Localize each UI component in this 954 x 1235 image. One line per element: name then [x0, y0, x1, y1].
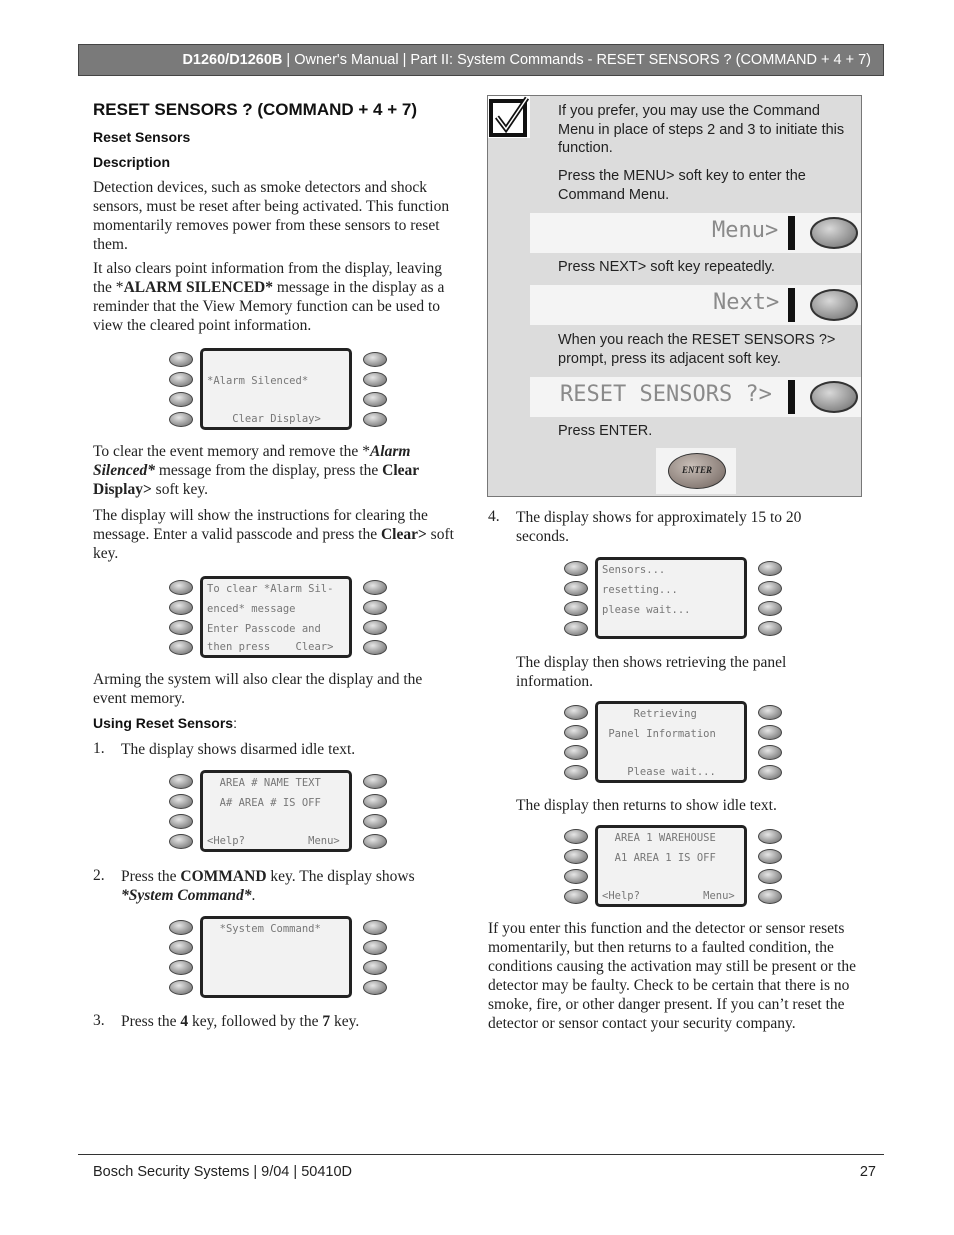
paragraph-5: Arming the system will also clear the display and the event memory. — [93, 671, 423, 707]
closing-paragraph: If you enter this function and the detector or sensor resets momentarily, but then returns to a faulted condition, the conditions causing the activation may still be present or the detector may be faulty. Check to be certain that there is no smoke, fire, or other danger present. If you can’t reset the detector or sensor contact your security company. — [488, 920, 857, 1032]
softkey-next: Next> — [530, 285, 861, 325]
paragraph-2: It also clears point information from the display, leaving the *ALARM SILENCED* message in the display as a reminder that the View Memory function can be used to view the cleared point information. — [93, 260, 445, 334]
paragraph-4: The display will show the instructions for clearing the message. Enter a valid passcode and press the Clear> soft key. — [93, 507, 454, 562]
paragraph-3: To clear the event memory and remove the *Alarm Silenced* message from the display, press the Clear Display> soft key. — [93, 443, 419, 498]
lcd-screen: Retrieving Panel Information Please wait... — [595, 701, 747, 783]
header-text — [182, 52, 871, 68]
tip-box — [487, 95, 862, 497]
tip-text-1: If you prefer, you may use the Command Menu in place of steps 2 and 3 to initiate this function. — [558, 103, 845, 156]
keypad-display-idle-2 — [562, 823, 788, 913]
step-1-text: The display shows disarmed idle text. — [121, 741, 356, 758]
header-rest: | Owner's Manual | Part II: System Commands - RESET SENSORS ? (COMMAND + 4 + 7) — [282, 52, 871, 68]
keypad-display-system-command — [167, 914, 393, 1004]
keypad-display-alarm-silenced — [167, 346, 393, 436]
header-model: D1260/D1260B — [182, 52, 283, 68]
enter-key-icon: ENTER — [656, 448, 736, 494]
step-4-text: The display shows for approximately 15 to 20 seconds. — [516, 509, 802, 545]
tip-text-4: When you reach the RESET SENSORS ?> prompt, press its adjacent soft key. — [558, 332, 836, 367]
lcd-screen: *System Command* — [200, 916, 352, 998]
softkey-reset-sensors: RESET SENSORS ?> — [530, 377, 861, 417]
page-header — [78, 44, 884, 76]
lcd-screen: *Alarm Silenced* Clear Display> — [200, 348, 352, 430]
lcd-screen: AREA 1 WAREHOUSE A1 AREA 1 IS OFF <Help? Menu> — [595, 825, 747, 907]
step-3-text: Press the 4 key, followed by the 7 key. — [121, 1013, 360, 1030]
step-3-number: 3. — [93, 1012, 105, 1029]
step-4c-text: The display then returns to show idle text. — [516, 797, 777, 814]
lcd-screen: AREA # NAME TEXT A# AREA # IS OFF <Help? Menu> — [200, 770, 352, 852]
section-title: RESET SENSORS ? (COMMAND + 4 + 7) — [93, 100, 417, 119]
softkey-button-icon — [810, 217, 858, 249]
tip-text-5: Press ENTER. — [558, 423, 653, 439]
subsection-title: Reset Sensors — [93, 129, 191, 145]
step-4b-text: The display then shows retrieving the panel information. — [516, 654, 787, 690]
keypad-display-idle — [167, 768, 393, 858]
softkey-menu: Menu> — [530, 213, 861, 253]
page-number: 27 — [859, 1164, 876, 1180]
checkbox-check-icon — [488, 96, 530, 138]
softkey-button-icon — [810, 381, 858, 413]
softkey-button-icon — [810, 289, 858, 321]
step-2-number: 2. — [93, 867, 105, 884]
keypad-display-resetting — [562, 555, 788, 645]
step-1-number: 1. — [93, 740, 105, 757]
tip-text-3: Press NEXT> soft key repeatedly. — [558, 259, 775, 275]
description-heading: Description — [93, 154, 171, 170]
footer-text: Bosch Security Systems | 9/04 | 50410D — [93, 1164, 352, 1180]
footer-divider — [78, 1154, 884, 1155]
keypad-display-retrieving — [562, 699, 788, 789]
step-2-text: Press the COMMAND key. The display shows *System Command*. — [121, 868, 415, 904]
using-heading: Using Reset Sensors: — [93, 715, 237, 731]
lcd-screen: To clear *Alarm Sil- enced* message Enter Passcode and then press Clear> — [200, 576, 352, 658]
keypad-display-clear-message — [167, 574, 393, 664]
tip-text-2: Press the MENU> soft key to enter the Command Menu. — [558, 168, 806, 203]
paragraph-1: Detection devices, such as smoke detectors and shock sensors, must be reset after being activated. This function momentarily removes power from these sensors to reset them. — [93, 179, 450, 253]
lcd-screen: Sensors... resetting... please wait... — [595, 557, 747, 639]
step-4-number: 4. — [488, 508, 500, 525]
